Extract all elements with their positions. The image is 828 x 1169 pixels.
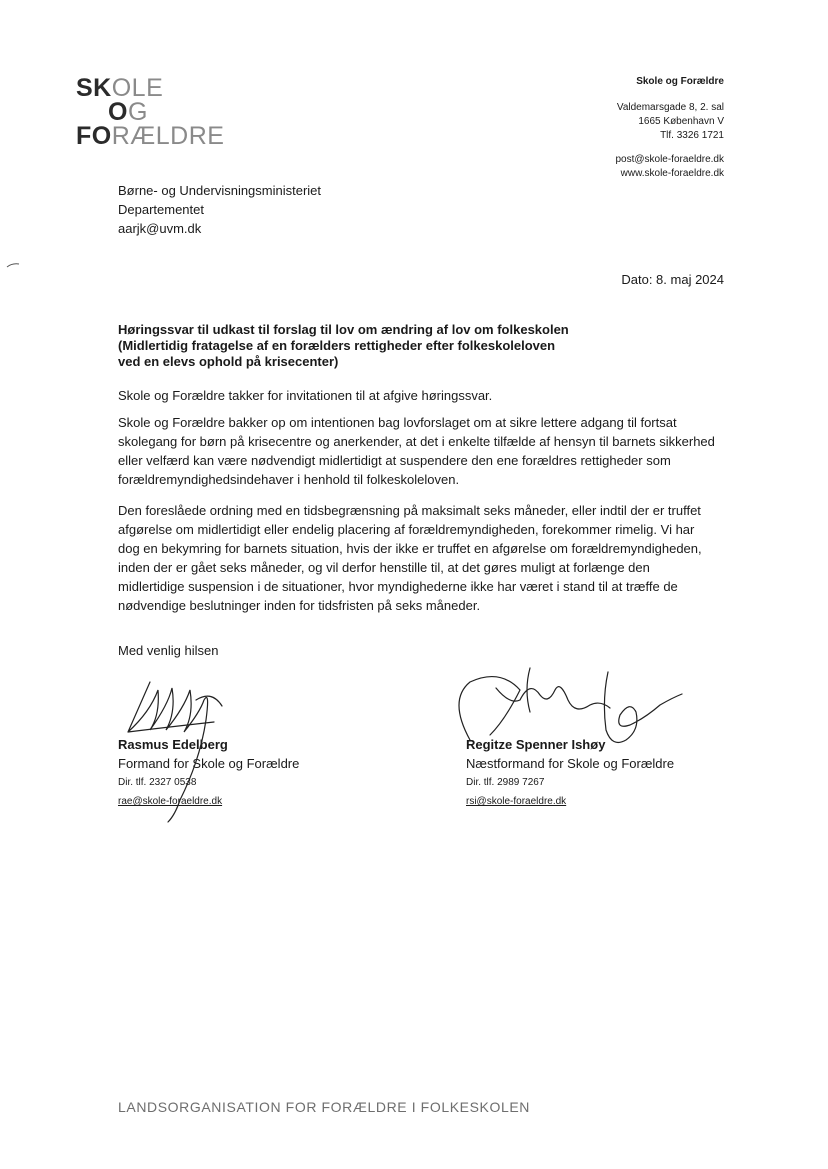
- organization-logo: [76, 76, 224, 148]
- signatory-email[interactable]: rsi@skole-foraeldre.dk: [466, 796, 567, 807]
- paragraph-2: Skole og Forældre bakker op om intentionen bag lovforslaget om at sikre lettere adgang til fortsat skolegang for børn på krisecentre og anerkender, at det i enkelte tilfælde af hensyn til barnets sikkerhed eller velfærd kan være nødvendigt midlertidigt at suspendere den ene forældres rettigheder som forældremyndighedsindehaver i henhold til folkeskoleloven.: [118, 415, 715, 487]
- signatory-name: Rasmus Edelberg: [118, 737, 228, 752]
- sender-email[interactable]: post@skole-foraeldre.dk: [615, 154, 724, 165]
- signatory-2: [466, 735, 674, 811]
- letter-subject: [118, 322, 678, 370]
- recipient-line-2: Departementet: [118, 202, 204, 217]
- logo-line-2: OG: [108, 98, 148, 126]
- sender-address-2: 1665 København V: [638, 116, 724, 127]
- signatory-title: Næstformand for Skole og Forældre: [466, 756, 675, 771]
- sender-phone: Tlf. 3326 1721: [660, 130, 724, 141]
- recipient-line-1: Børne- og Undervisningsministeriet: [118, 183, 322, 198]
- logo-line-3: FORÆLDRE: [76, 122, 225, 150]
- recipient-email[interactable]: aarjk@uvm.dk: [118, 221, 202, 236]
- signatory-name: Regitze Spenner Ishøy: [466, 737, 606, 752]
- paragraph-3: Den foreslåede ordning med en tidsbegrænsning på maksimalt seks måneder, eller indtil der er truffet afgørelse om midlertidigt eller endelig placering af forældremyndigheden, forekommer rimelig. Vi har dog en bekymring for barnets situation, hvis der ikke er truffet en afgørelse om forældremyndigheden, inden der er gået seks måneder, og vil derfor henstille til, at det gøres muligt at forlænge den midlertidige suspension i de situationer, hvor myndighederne ikke har været i stand til at træffe de nødvendige beslutninger inden for tidsfristen på seks måneder.: [118, 503, 702, 613]
- subject-line-2: (Midlertidig fratagelse af en forælders rettigheder efter folkeskoleloven: [118, 338, 556, 353]
- logo-line-1: SKOLE: [76, 74, 164, 102]
- sender-address-1: Valdemarsgade 8, 2. sal: [616, 102, 724, 113]
- subject-line-3: ved en elevs ophold på krisecenter): [118, 354, 339, 369]
- signatory-email[interactable]: rae@skole-foraeldre.dk: [118, 796, 223, 807]
- signatory-1: [118, 735, 299, 811]
- margin-mark: [6, 262, 20, 268]
- recipient-block: [118, 181, 321, 238]
- letter-date: Dato: 8. maj 2024: [621, 272, 724, 287]
- closing-greeting: Med venlig hilsen: [118, 643, 219, 658]
- sender-org: Skole og Forældre: [636, 76, 724, 87]
- sender-website[interactable]: www.skole-foraeldre.dk: [620, 168, 724, 179]
- signatory-title: Formand for Skole og Forældre: [118, 756, 300, 771]
- signatory-phone: Dir. tlf. 2327 0538: [118, 777, 197, 788]
- page-footer: LANDSORGANISATION FOR FORÆLDRE I FOLKESKOLEN: [118, 1099, 530, 1115]
- paragraph-1: Skole og Forældre takker for invitationen til at afgive høringssvar.: [118, 388, 493, 403]
- signatory-phone: Dir. tlf. 2989 7267: [466, 777, 545, 788]
- sender-info: [615, 75, 724, 181]
- signature-2-drawing: [459, 668, 682, 742]
- subject-line-1: Høringssvar til udkast til forslag til lov om ændring af lov om folkeskolen: [118, 322, 569, 337]
